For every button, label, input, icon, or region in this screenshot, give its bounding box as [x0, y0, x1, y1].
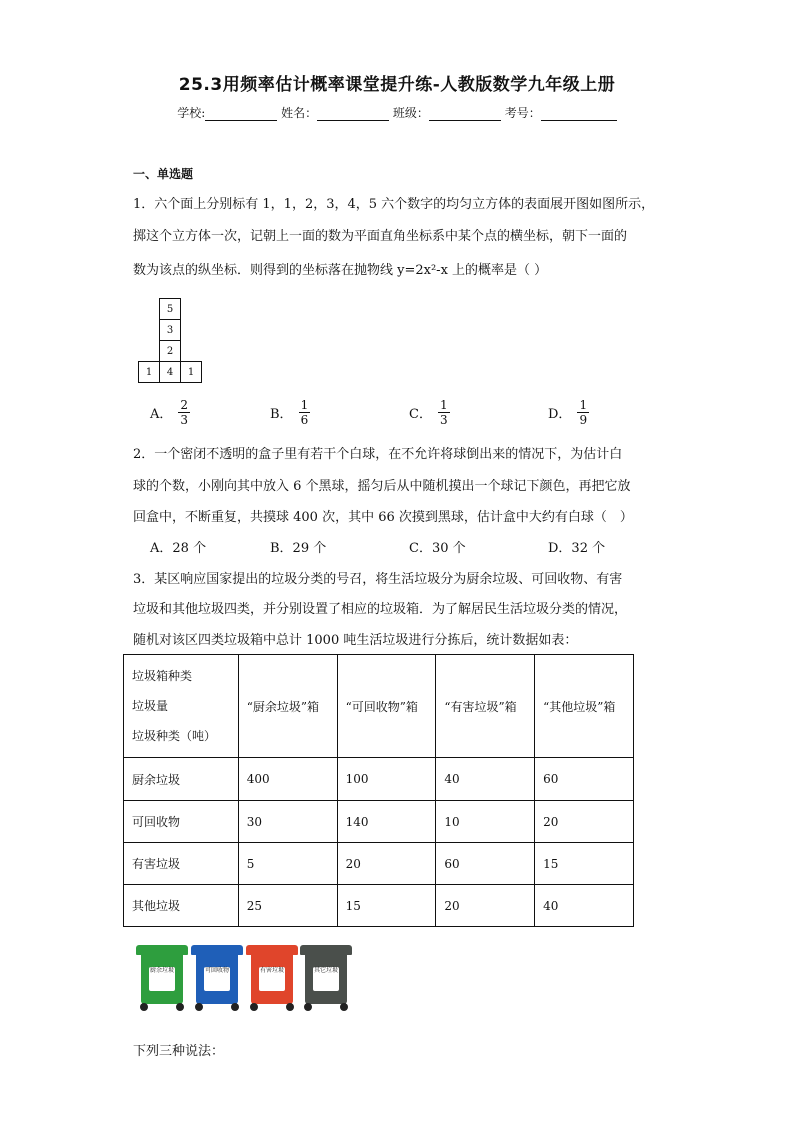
school-blank[interactable]: [205, 107, 277, 121]
class-blank[interactable]: [429, 107, 501, 121]
table-row: [124, 885, 634, 927]
table-cell: 100: [337, 758, 436, 801]
fraction: $\frac{1}{3}$: [439, 398, 448, 427]
name-blank[interactable]: [317, 107, 389, 121]
table-cell: 40: [436, 758, 535, 801]
table-cell: 5: [238, 843, 337, 885]
option-label: C．: [409, 407, 432, 422]
table-cell: 10: [436, 801, 535, 843]
row-header: 有害垃圾: [124, 843, 239, 885]
table-cell: 20: [436, 885, 535, 927]
row-header: 其他垃圾: [124, 885, 239, 927]
table-cell: 25: [238, 885, 337, 927]
net-cell: 1: [181, 362, 202, 383]
class-label: 班级：: [392, 106, 429, 120]
q1-option-a[interactable]: [150, 398, 190, 427]
table-cell: 40: [535, 885, 634, 927]
q3-line-2: 垃圾和其他垃圾四类，并分别设置了相应的垃圾箱．为了解居民生活垃圾分类的情况，: [133, 602, 628, 617]
net-cell: 5: [160, 299, 181, 320]
q2-line-1: 2．一个密闭不透明的盒子里有若干个白球，在不允许将球倒出来的情况下，为估计白: [133, 447, 623, 462]
q2-line-3: 回盒中，不断重复，共摸球 400 次，其中 66 次摸到黑球，估计盒中大约有白球（ ）: [133, 510, 633, 525]
table-cell: 30: [238, 801, 337, 843]
net-cell: 1: [139, 362, 160, 383]
table-header-row: [124, 655, 634, 758]
q3-line-1: 3．某区响应国家提出的垃圾分类的号召，将生活垃圾分为厨余垃圾、可回收物、有害: [133, 572, 623, 587]
exam-no-blank[interactable]: [541, 107, 617, 121]
table-cell: 20: [535, 801, 634, 843]
bin-label: 可回收物: [204, 967, 230, 991]
other-waste-bin-icon: [302, 945, 350, 1011]
student-info: [0, 104, 794, 121]
q1-line-1: 1．六个面上分别标有 1，1，2，3，4，5 六个数字的均匀立方体的表面展开图如图所示，: [133, 197, 655, 212]
net-cell: 3: [160, 320, 181, 341]
school-label: 学校:: [177, 106, 206, 120]
hazardous-bin-icon: [248, 945, 296, 1011]
table-cell: 140: [337, 801, 436, 843]
recyclable-bin-icon: [193, 945, 241, 1011]
q1-line-2: 掷这个立方体一次，记朝上一面的数为平面直角坐标系中某个点的横坐标，朝下一面的: [133, 229, 628, 244]
fraction: $\frac{1}{9}$: [579, 398, 588, 427]
q2-option-b[interactable]: B．29 个: [270, 541, 327, 556]
bin-label: 其它垃圾: [313, 967, 339, 991]
q2-option-d[interactable]: D．32 个: [548, 541, 606, 556]
fraction: $\frac{2}{3}$: [180, 398, 189, 427]
option-label: A．: [150, 407, 173, 422]
column-header: “其他垃圾”箱: [535, 655, 634, 758]
net-cell: 2: [160, 341, 181, 362]
net-cell: 4: [160, 362, 181, 383]
column-header: “有害垃圾”箱: [436, 655, 535, 758]
table-cell: 15: [337, 885, 436, 927]
column-header: “可回收物”箱: [337, 655, 436, 758]
table-cell: 15: [535, 843, 634, 885]
q1-option-d[interactable]: [548, 398, 589, 427]
q3-statements-intro: 下列三种说法：: [133, 1044, 225, 1059]
section-heading: 一、单选题: [133, 167, 194, 181]
table-row: [124, 843, 634, 885]
fraction: $\frac{1}{6}$: [300, 398, 309, 427]
row-header: 可回收物: [124, 801, 239, 843]
table-row: [124, 801, 634, 843]
q3-line-3: 随机对该区四类垃圾箱中总计 1000 吨生活垃圾进行分拣后，统计数据如表：: [133, 633, 578, 648]
option-label: D．: [548, 407, 572, 422]
column-header: “厨余垃圾”箱: [238, 655, 337, 758]
q2-line-2: 球的个数，小刚向其中放入 6 个黑球，摇匀后从中随机摸出一个球记下颜色，再把它放: [133, 479, 631, 494]
q1-line-3: 数为该点的纵坐标．则得到的坐标落在抛物线 y=2x²-x 上的概率是（ ）: [133, 263, 548, 278]
page-title: 25.3用频率估计概率课堂提升练-人教版数学九年级上册: [178, 75, 616, 95]
kitchen-waste-bin-icon: [138, 945, 186, 1011]
table-cell: 60: [436, 843, 535, 885]
corner-cell: 垃圾箱种类 垃圾量 垃圾种类（吨）: [124, 655, 239, 758]
name-label: 姓名：: [281, 106, 318, 120]
q1-option-c[interactable]: [409, 398, 450, 427]
table-cell: 60: [535, 758, 634, 801]
table-row: [124, 758, 634, 801]
garbage-table: [123, 654, 634, 927]
q1-option-b[interactable]: [270, 398, 310, 427]
exam-no-label: 考号：: [504, 106, 541, 120]
q2-option-c[interactable]: C．30 个: [409, 541, 466, 556]
table-cell: 20: [337, 843, 436, 885]
table-cell: 400: [238, 758, 337, 801]
option-label: B．: [270, 407, 293, 422]
cube-net: [138, 298, 202, 383]
bin-label: 有害垃圾: [259, 967, 285, 991]
row-header: 厨余垃圾: [124, 758, 239, 801]
q2-option-a[interactable]: A．28 个: [150, 541, 207, 556]
bin-label: 厨余垃圾: [149, 967, 175, 991]
